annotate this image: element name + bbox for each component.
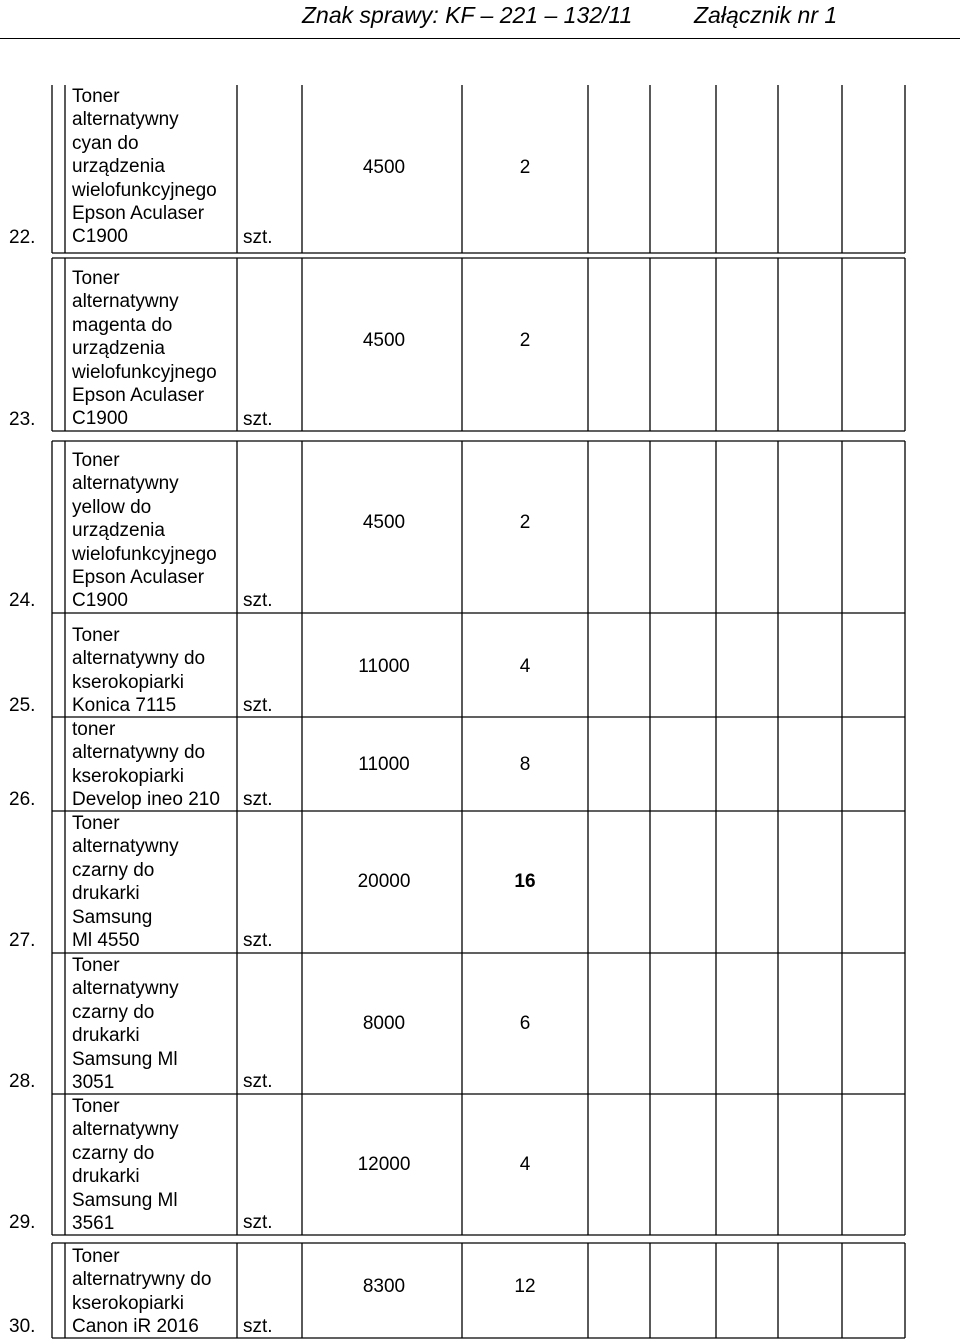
- item-yield: 4500: [362, 330, 406, 351]
- item-name: Toner alternatywny do kserokopiarki Konica 7115: [72, 625, 206, 717]
- case-number: Znak sprawy: KF – 221 – 132/11: [302, 2, 633, 28]
- item-quantity: 12: [514, 1276, 536, 1297]
- table-row: [0, 617, 960, 717]
- item-unit: szt.: [243, 1316, 273, 1337]
- item-unit: szt.: [243, 789, 273, 810]
- table-row: [0, 811, 960, 953]
- item-unit: szt.: [243, 1212, 273, 1233]
- item-name: Toner alternatywny magenta do urządzenia wielofunkcyjnego Epson Aculaser C1900: [72, 268, 217, 430]
- attachment-label: Załącznik nr 1: [694, 2, 838, 28]
- item-quantity: 4: [519, 656, 531, 677]
- item-yield: 20000: [357, 871, 411, 892]
- item-yield: 4500: [362, 157, 406, 178]
- item-name: Toner alternatrywny do kserokopiarki Canon iR 2016: [72, 1246, 212, 1338]
- item-quantity: 16: [514, 871, 536, 892]
- table-row: [0, 258, 960, 431]
- item-unit: szt.: [243, 227, 273, 248]
- row-number: 26.: [9, 789, 36, 810]
- item-unit: szt.: [243, 590, 273, 611]
- item-unit: szt.: [243, 930, 273, 951]
- item-quantity: 2: [519, 157, 531, 178]
- item-yield: 12000: [357, 1154, 411, 1175]
- table-row: [0, 1243, 960, 1340]
- item-yield: 4500: [362, 512, 406, 533]
- header-divider: [0, 38, 960, 39]
- row-number: 22.: [9, 227, 36, 248]
- row-number: 28.: [9, 1071, 36, 1092]
- item-quantity: 2: [519, 512, 531, 533]
- item-name: Toner alternatywny cyan do urządzenia wielofunkcyjnego Epson Aculaser C1900: [72, 86, 217, 248]
- table-row: [0, 441, 960, 613]
- row-number: 24.: [9, 590, 36, 611]
- row-number: 23.: [9, 409, 36, 430]
- row-number: 27.: [9, 930, 36, 951]
- item-unit: szt.: [243, 695, 273, 716]
- table-row: [0, 1094, 960, 1235]
- item-unit: szt.: [243, 409, 273, 430]
- item-yield: 8300: [362, 1276, 406, 1297]
- row-number: 29.: [9, 1212, 36, 1233]
- item-unit: szt.: [243, 1071, 273, 1092]
- row-number: 25.: [9, 695, 36, 716]
- item-name: toner alternatywny do kserokopiarki Develop ineo 210: [72, 719, 220, 811]
- item-name: Toner alternatywny czarny do drukarki Samsung Ml 3561: [72, 1096, 179, 1235]
- item-quantity: 6: [519, 1013, 531, 1034]
- item-yield: 11000: [358, 656, 410, 677]
- item-name: Toner alternatywny czarny do drukarki Samsung Ml 3051: [72, 955, 179, 1094]
- table-row: [0, 85, 960, 253]
- item-quantity: 8: [519, 754, 531, 775]
- item-name: Toner alternatywny czarny do drukarki Samsung Ml 4550: [72, 813, 179, 952]
- item-yield: 11000: [358, 754, 410, 775]
- item-quantity: 4: [519, 1154, 531, 1175]
- item-yield: 8000: [362, 1013, 406, 1034]
- table-row: [0, 953, 960, 1094]
- item-quantity: 2: [519, 330, 531, 351]
- page-header: [0, 0, 960, 30]
- item-name: Toner alternatywny yellow do urządzenia wielofunkcyjnego Epson Aculaser C1900: [72, 450, 217, 612]
- row-number: 30.: [9, 1316, 36, 1337]
- table-row: [0, 717, 960, 811]
